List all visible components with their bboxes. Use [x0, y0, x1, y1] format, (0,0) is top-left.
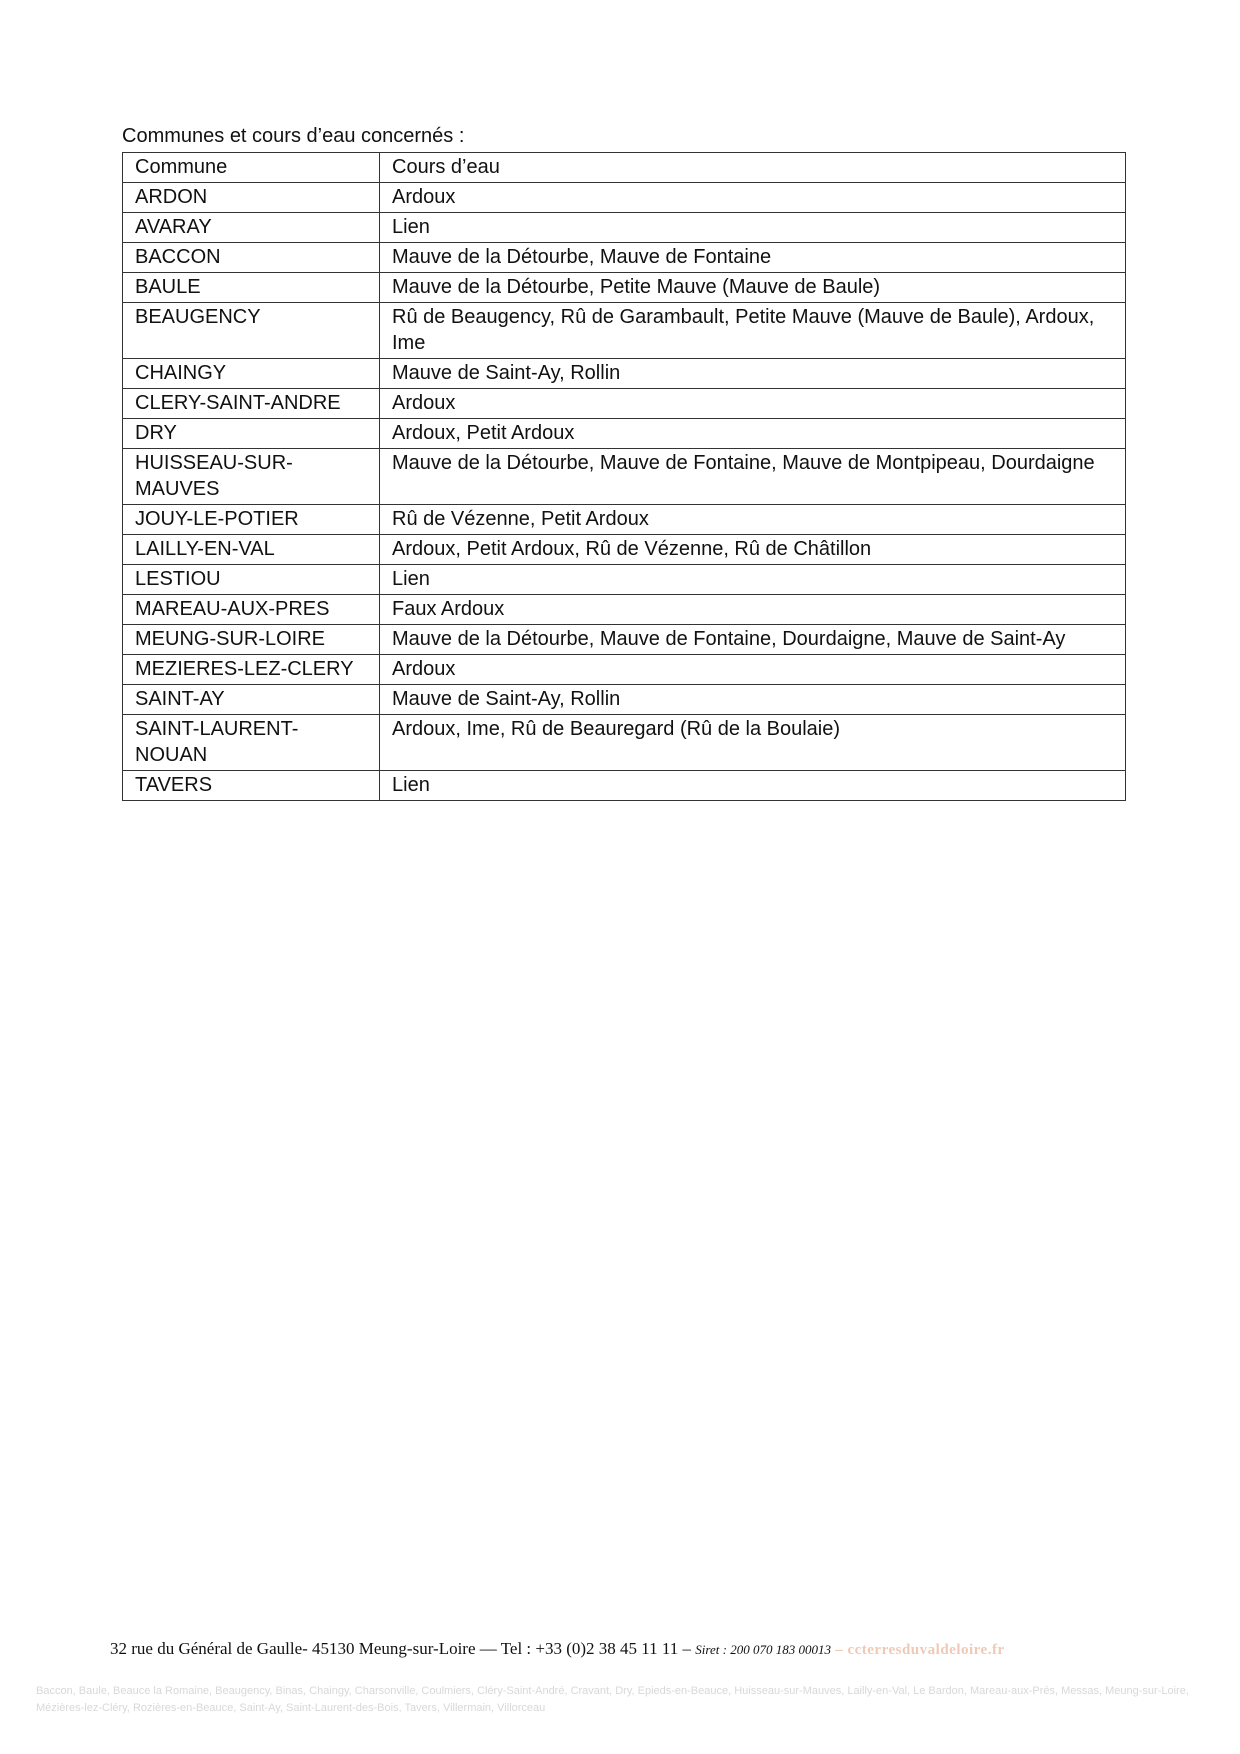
cours-deau-cell: Faux Ardoux — [380, 595, 1126, 625]
table-row — [123, 565, 1126, 595]
commune-cell: HUISSEAU-SUR-MAUVES — [123, 449, 380, 505]
cours-deau-cell: Rû de Beaugency, Rû de Garambault, Petite Mauve (Mauve de Baule), Ardoux, Ime — [380, 303, 1126, 359]
commune-cell: DRY — [123, 419, 380, 449]
footer-website: – ccterresduvaldeloire.fr — [835, 1642, 1005, 1658]
cours-deau-cell: Mauve de la Détourbe, Mauve de Fontaine, Dourdaigne, Mauve de Saint-Ay — [380, 625, 1126, 655]
table-header-row — [123, 153, 1126, 183]
commune-cell: MAREAU-AUX-PRES — [123, 595, 380, 625]
table-row — [123, 273, 1126, 303]
communes-table — [122, 152, 1126, 801]
footer-address-line — [110, 1639, 1005, 1659]
table-row — [123, 535, 1126, 565]
table-caption: Communes et cours d’eau concernés : — [122, 125, 465, 147]
cours-deau-cell: Lien — [380, 213, 1126, 243]
table-row — [123, 419, 1126, 449]
commune-cell: LAILLY-EN-VAL — [123, 535, 380, 565]
cours-deau-cell: Mauve de la Détourbe, Petite Mauve (Mauve de Baule) — [380, 273, 1126, 303]
table-row — [123, 715, 1126, 771]
commune-cell: ARDON — [123, 183, 380, 213]
table-row — [123, 625, 1126, 655]
commune-cell: MEUNG-SUR-LOIRE — [123, 625, 380, 655]
table-row — [123, 595, 1126, 625]
header-commune: Commune — [123, 153, 380, 183]
table-body — [123, 183, 1126, 801]
header-cours-deau: Cours d’eau — [380, 153, 1126, 183]
commune-cell: MEZIERES-LEZ-CLERY — [123, 655, 380, 685]
table-row — [123, 389, 1126, 419]
footer-communes-list: Baccon, Baule, Beauce la Romaine, Beaugency, Binas, Chaingy, Charsonville, Coulmiers, Cléry-Saint-André, Cravant, Dry, Epieds-en-Beauce, Huisseau-sur-Mauves, Lailly-en-Val, Le Bardon, Mareau-aux-Prés, Messas, Meung-sur-Loire, Mézières-lez-Cléry, Rozières-en-Beauce, Saint-Ay, Saint-Laurent-des-Bois, Tavers, Villermain, Villorceau — [36, 1685, 1189, 1714]
commune-cell: CLERY-SAINT-ANDRE — [123, 389, 380, 419]
table-row — [123, 359, 1126, 389]
cours-deau-cell: Ardoux, Petit Ardoux, Rû de Vézenne, Rû de Châtillon — [380, 535, 1126, 565]
cours-deau-cell: Mauve de Saint-Ay, Rollin — [380, 685, 1126, 715]
table-row — [123, 685, 1126, 715]
cours-deau-cell: Lien — [380, 565, 1126, 595]
table-row — [123, 505, 1126, 535]
cours-deau-cell: Lien — [380, 771, 1126, 801]
cours-deau-cell: Ardoux — [380, 655, 1126, 685]
cours-deau-cell: Ardoux — [380, 389, 1126, 419]
commune-cell: TAVERS — [123, 771, 380, 801]
cours-deau-cell: Mauve de la Détourbe, Mauve de Fontaine — [380, 243, 1126, 273]
table-row — [123, 213, 1126, 243]
table-row — [123, 449, 1126, 505]
commune-cell: BACCON — [123, 243, 380, 273]
commune-cell: CHAINGY — [123, 359, 380, 389]
table-row — [123, 303, 1126, 359]
footer-address: 32 rue du Général de Gaulle- 45130 Meung-sur-Loire — Tel : +33 (0)2 38 45 11 11 – — [110, 1639, 692, 1658]
commune-cell: SAINT-AY — [123, 685, 380, 715]
commune-cell: SAINT-LAURENT-NOUAN — [123, 715, 380, 771]
table-row — [123, 183, 1126, 213]
table-row — [123, 655, 1126, 685]
cours-deau-cell: Ardoux — [380, 183, 1126, 213]
footer-siret: Siret : 200 070 183 00013 — [695, 1642, 831, 1657]
commune-cell: JOUY-LE-POTIER — [123, 505, 380, 535]
cours-deau-cell: Mauve de la Détourbe, Mauve de Fontaine, Mauve de Montpipeau, Dourdaigne — [380, 449, 1126, 505]
commune-cell: AVARAY — [123, 213, 380, 243]
cours-deau-cell: Ardoux, Ime, Rû de Beauregard (Rû de la Boulaie) — [380, 715, 1126, 771]
commune-cell: BEAUGENCY — [123, 303, 380, 359]
commune-cell: BAULE — [123, 273, 380, 303]
table-row — [123, 243, 1126, 273]
cours-deau-cell: Ardoux, Petit Ardoux — [380, 419, 1126, 449]
table-row — [123, 771, 1126, 801]
commune-cell: LESTIOU — [123, 565, 380, 595]
cours-deau-cell: Mauve de Saint-Ay, Rollin — [380, 359, 1126, 389]
cours-deau-cell: Rû de Vézenne, Petit Ardoux — [380, 505, 1126, 535]
